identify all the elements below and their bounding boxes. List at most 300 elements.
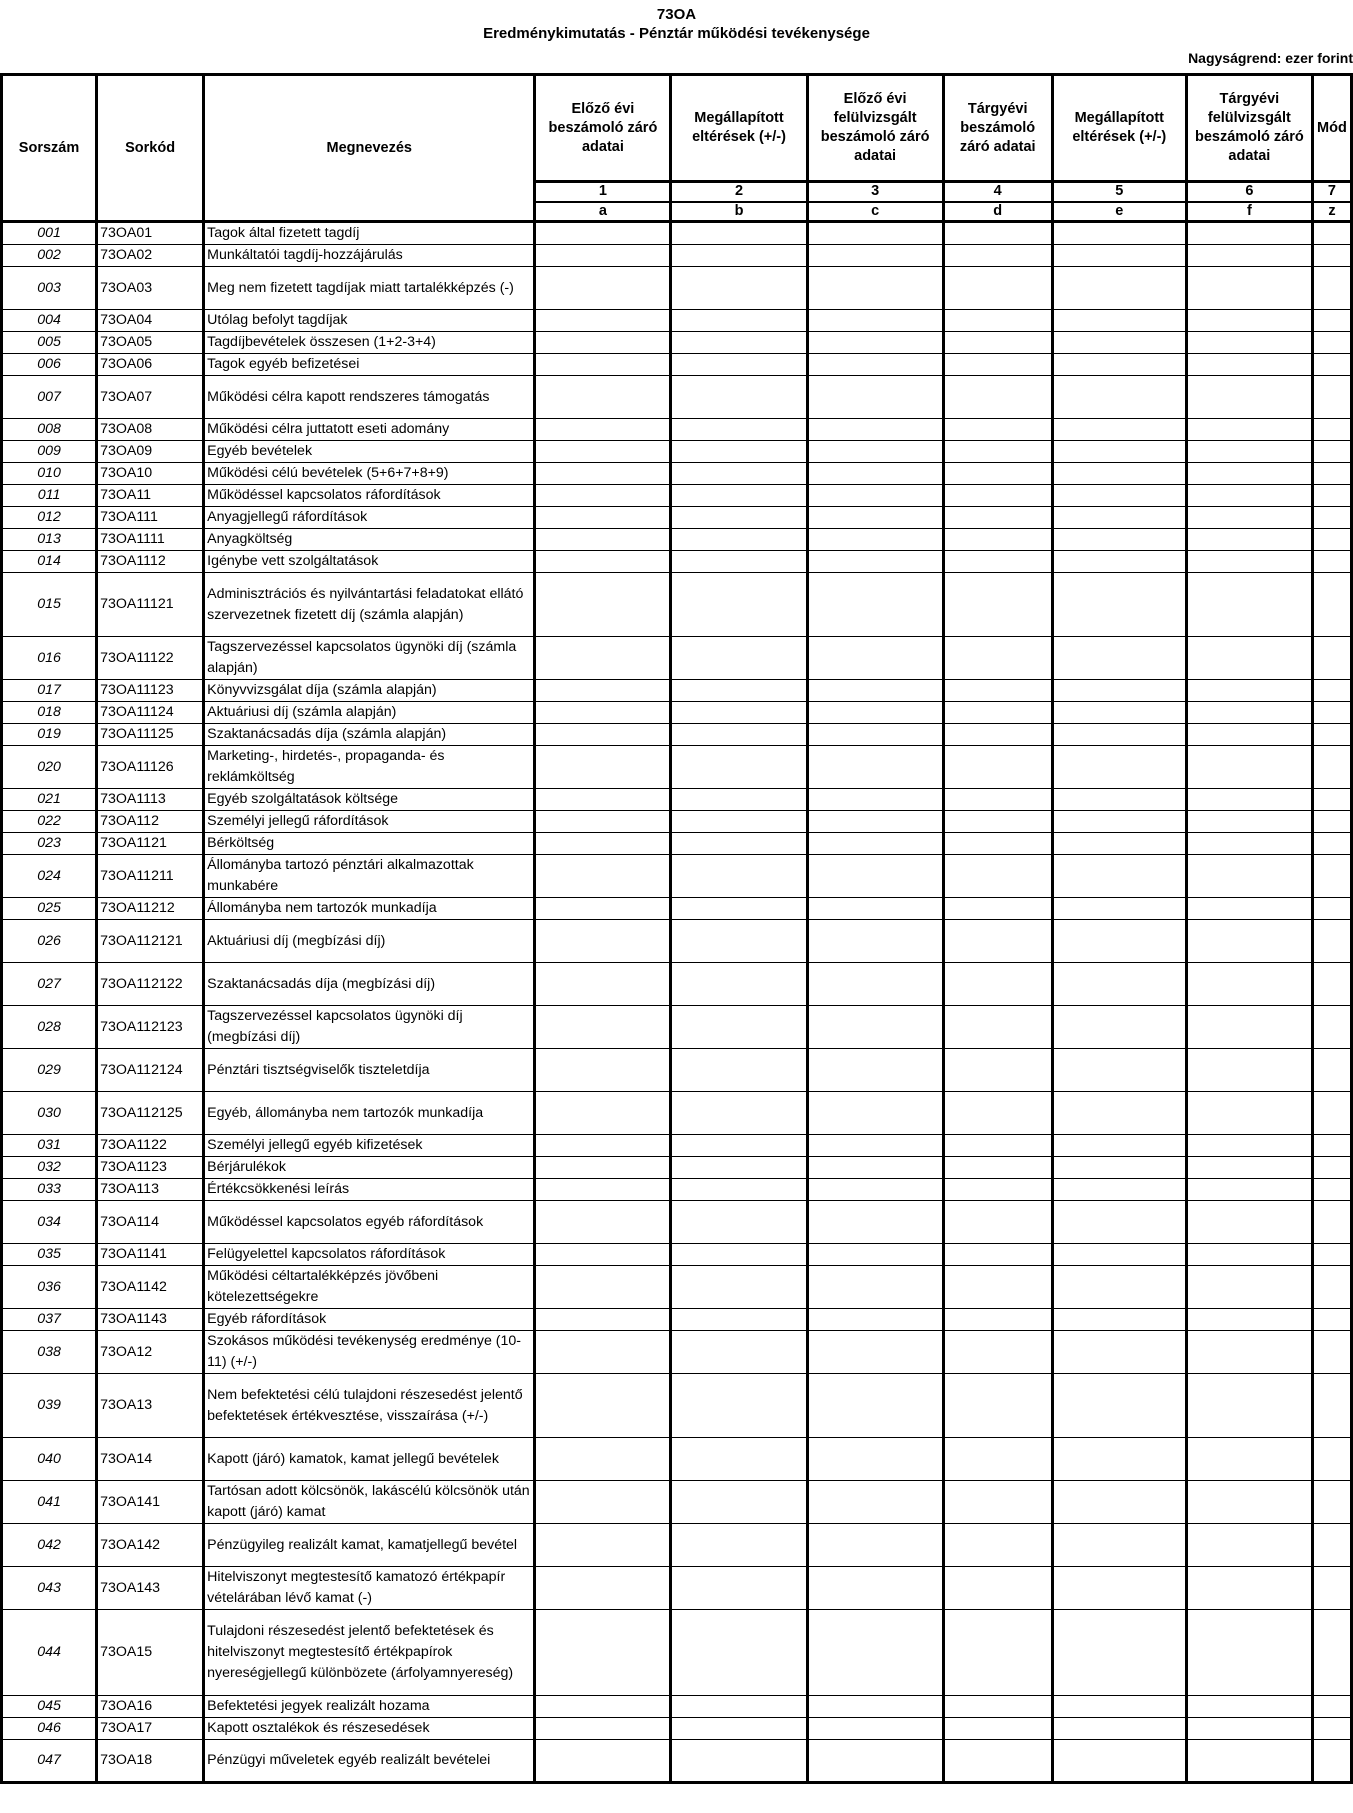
value-cell-col-2[interactable] bbox=[671, 898, 807, 920]
value-cell-col-2[interactable] bbox=[671, 1006, 807, 1049]
value-cell-col-1[interactable] bbox=[535, 920, 671, 963]
value-cell-col-2[interactable] bbox=[671, 419, 807, 441]
value-cell-col-7[interactable] bbox=[1312, 441, 1351, 463]
value-cell-col-5[interactable] bbox=[1052, 267, 1186, 310]
value-cell-col-5[interactable] bbox=[1052, 222, 1186, 245]
value-cell-col-1[interactable] bbox=[535, 855, 671, 898]
value-cell-col-3[interactable] bbox=[807, 1374, 943, 1438]
value-cell-col-4[interactable] bbox=[943, 441, 1052, 463]
value-cell-col-2[interactable] bbox=[671, 680, 807, 702]
value-cell-col-3[interactable] bbox=[807, 1524, 943, 1567]
value-cell-col-1[interactable] bbox=[535, 1092, 671, 1135]
value-cell-col-2[interactable] bbox=[671, 1244, 807, 1266]
value-cell-col-4[interactable] bbox=[943, 702, 1052, 724]
value-cell-col-1[interactable] bbox=[535, 551, 671, 573]
value-cell-col-5[interactable] bbox=[1052, 1438, 1186, 1481]
value-cell-col-1[interactable] bbox=[535, 1266, 671, 1309]
value-cell-col-1[interactable] bbox=[535, 680, 671, 702]
value-cell-col-2[interactable] bbox=[671, 1718, 807, 1740]
value-cell-col-4[interactable] bbox=[943, 1266, 1052, 1309]
value-cell-col-3[interactable] bbox=[807, 1179, 943, 1201]
value-cell-col-3[interactable] bbox=[807, 1049, 943, 1092]
value-cell-col-5[interactable] bbox=[1052, 529, 1186, 551]
value-cell-col-2[interactable] bbox=[671, 1610, 807, 1696]
value-cell-col-7[interactable] bbox=[1312, 1309, 1351, 1331]
value-cell-col-2[interactable] bbox=[671, 789, 807, 811]
value-cell-col-7[interactable] bbox=[1312, 376, 1351, 419]
value-cell-col-7[interactable] bbox=[1312, 811, 1351, 833]
value-cell-col-2[interactable] bbox=[671, 441, 807, 463]
value-cell-col-5[interactable] bbox=[1052, 789, 1186, 811]
value-cell-col-6[interactable] bbox=[1186, 1049, 1312, 1092]
value-cell-col-5[interactable] bbox=[1052, 419, 1186, 441]
value-cell-col-4[interactable] bbox=[943, 1309, 1052, 1331]
value-cell-col-2[interactable] bbox=[671, 1438, 807, 1481]
value-cell-col-3[interactable] bbox=[807, 332, 943, 354]
value-cell-col-6[interactable] bbox=[1186, 222, 1312, 245]
value-cell-col-1[interactable] bbox=[535, 1481, 671, 1524]
value-cell-col-2[interactable] bbox=[671, 245, 807, 267]
value-cell-col-4[interactable] bbox=[943, 222, 1052, 245]
value-cell-col-6[interactable] bbox=[1186, 1567, 1312, 1610]
value-cell-col-3[interactable] bbox=[807, 1567, 943, 1610]
value-cell-col-5[interactable] bbox=[1052, 1481, 1186, 1524]
value-cell-col-6[interactable] bbox=[1186, 1374, 1312, 1438]
value-cell-col-4[interactable] bbox=[943, 573, 1052, 637]
value-cell-col-4[interactable] bbox=[943, 507, 1052, 529]
value-cell-col-6[interactable] bbox=[1186, 507, 1312, 529]
value-cell-col-4[interactable] bbox=[943, 1374, 1052, 1438]
value-cell-col-4[interactable] bbox=[943, 789, 1052, 811]
value-cell-col-2[interactable] bbox=[671, 1696, 807, 1718]
value-cell-col-5[interactable] bbox=[1052, 1696, 1186, 1718]
value-cell-col-6[interactable] bbox=[1186, 1244, 1312, 1266]
value-cell-col-6[interactable] bbox=[1186, 811, 1312, 833]
value-cell-col-1[interactable] bbox=[535, 963, 671, 1006]
value-cell-col-2[interactable] bbox=[671, 1135, 807, 1157]
value-cell-col-1[interactable] bbox=[535, 1696, 671, 1718]
value-cell-col-3[interactable] bbox=[807, 441, 943, 463]
value-cell-col-4[interactable] bbox=[943, 637, 1052, 680]
value-cell-col-2[interactable] bbox=[671, 920, 807, 963]
value-cell-col-5[interactable] bbox=[1052, 376, 1186, 419]
value-cell-col-2[interactable] bbox=[671, 1481, 807, 1524]
value-cell-col-7[interactable] bbox=[1312, 573, 1351, 637]
value-cell-col-4[interactable] bbox=[943, 1135, 1052, 1157]
value-cell-col-6[interactable] bbox=[1186, 1135, 1312, 1157]
value-cell-col-6[interactable] bbox=[1186, 485, 1312, 507]
value-cell-col-5[interactable] bbox=[1052, 1309, 1186, 1331]
value-cell-col-2[interactable] bbox=[671, 267, 807, 310]
value-cell-col-6[interactable] bbox=[1186, 332, 1312, 354]
value-cell-col-4[interactable] bbox=[943, 963, 1052, 1006]
value-cell-col-3[interactable] bbox=[807, 573, 943, 637]
value-cell-col-4[interactable] bbox=[943, 529, 1052, 551]
value-cell-col-3[interactable] bbox=[807, 811, 943, 833]
value-cell-col-1[interactable] bbox=[535, 529, 671, 551]
value-cell-col-2[interactable] bbox=[671, 1201, 807, 1244]
value-cell-col-1[interactable] bbox=[535, 1524, 671, 1567]
value-cell-col-3[interactable] bbox=[807, 1696, 943, 1718]
value-cell-col-7[interactable] bbox=[1312, 222, 1351, 245]
value-cell-col-3[interactable] bbox=[807, 1309, 943, 1331]
value-cell-col-7[interactable] bbox=[1312, 1438, 1351, 1481]
value-cell-col-7[interactable] bbox=[1312, 1696, 1351, 1718]
value-cell-col-7[interactable] bbox=[1312, 267, 1351, 310]
value-cell-col-6[interactable] bbox=[1186, 1201, 1312, 1244]
value-cell-col-1[interactable] bbox=[535, 441, 671, 463]
value-cell-col-4[interactable] bbox=[943, 1524, 1052, 1567]
value-cell-col-6[interactable] bbox=[1186, 1696, 1312, 1718]
value-cell-col-6[interactable] bbox=[1186, 702, 1312, 724]
value-cell-col-2[interactable] bbox=[671, 1092, 807, 1135]
value-cell-col-5[interactable] bbox=[1052, 1374, 1186, 1438]
value-cell-col-2[interactable] bbox=[671, 354, 807, 376]
value-cell-col-4[interactable] bbox=[943, 485, 1052, 507]
value-cell-col-7[interactable] bbox=[1312, 1524, 1351, 1567]
value-cell-col-1[interactable] bbox=[535, 1740, 671, 1783]
value-cell-col-1[interactable] bbox=[535, 310, 671, 332]
value-cell-col-7[interactable] bbox=[1312, 1201, 1351, 1244]
value-cell-col-1[interactable] bbox=[535, 354, 671, 376]
value-cell-col-1[interactable] bbox=[535, 573, 671, 637]
value-cell-col-3[interactable] bbox=[807, 551, 943, 573]
value-cell-col-3[interactable] bbox=[807, 1610, 943, 1696]
value-cell-col-6[interactable] bbox=[1186, 1610, 1312, 1696]
value-cell-col-6[interactable] bbox=[1186, 463, 1312, 485]
value-cell-col-6[interactable] bbox=[1186, 1740, 1312, 1783]
value-cell-col-1[interactable] bbox=[535, 1438, 671, 1481]
value-cell-col-5[interactable] bbox=[1052, 920, 1186, 963]
value-cell-col-1[interactable] bbox=[535, 724, 671, 746]
value-cell-col-7[interactable] bbox=[1312, 855, 1351, 898]
value-cell-col-5[interactable] bbox=[1052, 551, 1186, 573]
value-cell-col-3[interactable] bbox=[807, 1438, 943, 1481]
value-cell-col-1[interactable] bbox=[535, 1610, 671, 1696]
value-cell-col-4[interactable] bbox=[943, 1567, 1052, 1610]
value-cell-col-6[interactable] bbox=[1186, 376, 1312, 419]
value-cell-col-1[interactable] bbox=[535, 746, 671, 789]
value-cell-col-7[interactable] bbox=[1312, 920, 1351, 963]
value-cell-col-3[interactable] bbox=[807, 1157, 943, 1179]
value-cell-col-4[interactable] bbox=[943, 267, 1052, 310]
value-cell-col-4[interactable] bbox=[943, 680, 1052, 702]
value-cell-col-1[interactable] bbox=[535, 507, 671, 529]
value-cell-col-4[interactable] bbox=[943, 1740, 1052, 1783]
value-cell-col-6[interactable] bbox=[1186, 529, 1312, 551]
value-cell-col-5[interactable] bbox=[1052, 507, 1186, 529]
value-cell-col-5[interactable] bbox=[1052, 1331, 1186, 1374]
value-cell-col-2[interactable] bbox=[671, 551, 807, 573]
value-cell-col-5[interactable] bbox=[1052, 702, 1186, 724]
value-cell-col-3[interactable] bbox=[807, 898, 943, 920]
value-cell-col-6[interactable] bbox=[1186, 1309, 1312, 1331]
value-cell-col-4[interactable] bbox=[943, 1718, 1052, 1740]
value-cell-col-2[interactable] bbox=[671, 1374, 807, 1438]
value-cell-col-7[interactable] bbox=[1312, 332, 1351, 354]
value-cell-col-1[interactable] bbox=[535, 1374, 671, 1438]
value-cell-col-6[interactable] bbox=[1186, 1524, 1312, 1567]
value-cell-col-7[interactable] bbox=[1312, 724, 1351, 746]
value-cell-col-5[interactable] bbox=[1052, 332, 1186, 354]
value-cell-col-1[interactable] bbox=[535, 1006, 671, 1049]
value-cell-col-4[interactable] bbox=[943, 332, 1052, 354]
value-cell-col-1[interactable] bbox=[535, 1309, 671, 1331]
value-cell-col-1[interactable] bbox=[535, 222, 671, 245]
value-cell-col-1[interactable] bbox=[535, 1244, 671, 1266]
value-cell-col-2[interactable] bbox=[671, 222, 807, 245]
value-cell-col-4[interactable] bbox=[943, 310, 1052, 332]
value-cell-col-6[interactable] bbox=[1186, 573, 1312, 637]
value-cell-col-3[interactable] bbox=[807, 1331, 943, 1374]
value-cell-col-2[interactable] bbox=[671, 1049, 807, 1092]
value-cell-col-7[interactable] bbox=[1312, 551, 1351, 573]
value-cell-col-5[interactable] bbox=[1052, 1135, 1186, 1157]
value-cell-col-7[interactable] bbox=[1312, 354, 1351, 376]
value-cell-col-4[interactable] bbox=[943, 920, 1052, 963]
value-cell-col-3[interactable] bbox=[807, 310, 943, 332]
value-cell-col-4[interactable] bbox=[943, 245, 1052, 267]
value-cell-col-3[interactable] bbox=[807, 746, 943, 789]
value-cell-col-5[interactable] bbox=[1052, 485, 1186, 507]
value-cell-col-5[interactable] bbox=[1052, 811, 1186, 833]
value-cell-col-7[interactable] bbox=[1312, 833, 1351, 855]
value-cell-col-3[interactable] bbox=[807, 267, 943, 310]
value-cell-col-7[interactable] bbox=[1312, 245, 1351, 267]
value-cell-col-1[interactable] bbox=[535, 376, 671, 419]
value-cell-col-2[interactable] bbox=[671, 1309, 807, 1331]
value-cell-col-7[interactable] bbox=[1312, 1374, 1351, 1438]
value-cell-col-4[interactable] bbox=[943, 1244, 1052, 1266]
value-cell-col-7[interactable] bbox=[1312, 529, 1351, 551]
value-cell-col-3[interactable] bbox=[807, 376, 943, 419]
value-cell-col-4[interactable] bbox=[943, 833, 1052, 855]
value-cell-col-7[interactable] bbox=[1312, 1049, 1351, 1092]
value-cell-col-6[interactable] bbox=[1186, 637, 1312, 680]
value-cell-col-4[interactable] bbox=[943, 1179, 1052, 1201]
value-cell-col-1[interactable] bbox=[535, 1201, 671, 1244]
value-cell-col-2[interactable] bbox=[671, 376, 807, 419]
value-cell-col-5[interactable] bbox=[1052, 1157, 1186, 1179]
value-cell-col-1[interactable] bbox=[535, 637, 671, 680]
value-cell-col-6[interactable] bbox=[1186, 680, 1312, 702]
value-cell-col-6[interactable] bbox=[1186, 267, 1312, 310]
value-cell-col-6[interactable] bbox=[1186, 1481, 1312, 1524]
value-cell-col-6[interactable] bbox=[1186, 1718, 1312, 1740]
value-cell-col-3[interactable] bbox=[807, 680, 943, 702]
value-cell-col-2[interactable] bbox=[671, 1157, 807, 1179]
value-cell-col-6[interactable] bbox=[1186, 855, 1312, 898]
value-cell-col-7[interactable] bbox=[1312, 485, 1351, 507]
value-cell-col-6[interactable] bbox=[1186, 746, 1312, 789]
value-cell-col-1[interactable] bbox=[535, 1179, 671, 1201]
value-cell-col-7[interactable] bbox=[1312, 1331, 1351, 1374]
value-cell-col-3[interactable] bbox=[807, 1135, 943, 1157]
value-cell-col-2[interactable] bbox=[671, 573, 807, 637]
value-cell-col-6[interactable] bbox=[1186, 419, 1312, 441]
value-cell-col-6[interactable] bbox=[1186, 1438, 1312, 1481]
value-cell-col-7[interactable] bbox=[1312, 680, 1351, 702]
value-cell-col-4[interactable] bbox=[943, 1481, 1052, 1524]
value-cell-col-2[interactable] bbox=[671, 1266, 807, 1309]
value-cell-col-3[interactable] bbox=[807, 1201, 943, 1244]
value-cell-col-3[interactable] bbox=[807, 833, 943, 855]
value-cell-col-6[interactable] bbox=[1186, 1157, 1312, 1179]
value-cell-col-2[interactable] bbox=[671, 1524, 807, 1567]
value-cell-col-1[interactable] bbox=[535, 1331, 671, 1374]
value-cell-col-7[interactable] bbox=[1312, 1740, 1351, 1783]
value-cell-col-3[interactable] bbox=[807, 637, 943, 680]
value-cell-col-4[interactable] bbox=[943, 1696, 1052, 1718]
value-cell-col-4[interactable] bbox=[943, 1610, 1052, 1696]
value-cell-col-7[interactable] bbox=[1312, 419, 1351, 441]
value-cell-col-1[interactable] bbox=[535, 811, 671, 833]
value-cell-col-7[interactable] bbox=[1312, 1092, 1351, 1135]
value-cell-col-6[interactable] bbox=[1186, 1179, 1312, 1201]
value-cell-col-4[interactable] bbox=[943, 811, 1052, 833]
value-cell-col-1[interactable] bbox=[535, 419, 671, 441]
value-cell-col-6[interactable] bbox=[1186, 920, 1312, 963]
value-cell-col-7[interactable] bbox=[1312, 963, 1351, 1006]
value-cell-col-3[interactable] bbox=[807, 507, 943, 529]
value-cell-col-6[interactable] bbox=[1186, 1092, 1312, 1135]
value-cell-col-3[interactable] bbox=[807, 1718, 943, 1740]
value-cell-col-1[interactable] bbox=[535, 1718, 671, 1740]
value-cell-col-6[interactable] bbox=[1186, 354, 1312, 376]
value-cell-col-5[interactable] bbox=[1052, 724, 1186, 746]
value-cell-col-1[interactable] bbox=[535, 1567, 671, 1610]
value-cell-col-2[interactable] bbox=[671, 310, 807, 332]
value-cell-col-7[interactable] bbox=[1312, 637, 1351, 680]
value-cell-col-7[interactable] bbox=[1312, 1135, 1351, 1157]
value-cell-col-5[interactable] bbox=[1052, 1524, 1186, 1567]
value-cell-col-5[interactable] bbox=[1052, 310, 1186, 332]
value-cell-col-2[interactable] bbox=[671, 485, 807, 507]
value-cell-col-7[interactable] bbox=[1312, 1179, 1351, 1201]
value-cell-col-2[interactable] bbox=[671, 463, 807, 485]
value-cell-col-5[interactable] bbox=[1052, 1244, 1186, 1266]
value-cell-col-2[interactable] bbox=[671, 1567, 807, 1610]
value-cell-col-1[interactable] bbox=[535, 898, 671, 920]
value-cell-col-3[interactable] bbox=[807, 963, 943, 1006]
value-cell-col-5[interactable] bbox=[1052, 898, 1186, 920]
value-cell-col-3[interactable] bbox=[807, 1481, 943, 1524]
value-cell-col-3[interactable] bbox=[807, 1092, 943, 1135]
value-cell-col-6[interactable] bbox=[1186, 789, 1312, 811]
value-cell-col-4[interactable] bbox=[943, 855, 1052, 898]
value-cell-col-5[interactable] bbox=[1052, 573, 1186, 637]
value-cell-col-5[interactable] bbox=[1052, 1006, 1186, 1049]
value-cell-col-6[interactable] bbox=[1186, 724, 1312, 746]
value-cell-col-6[interactable] bbox=[1186, 245, 1312, 267]
value-cell-col-4[interactable] bbox=[943, 551, 1052, 573]
value-cell-col-7[interactable] bbox=[1312, 1481, 1351, 1524]
value-cell-col-4[interactable] bbox=[943, 419, 1052, 441]
value-cell-col-2[interactable] bbox=[671, 855, 807, 898]
value-cell-col-4[interactable] bbox=[943, 1331, 1052, 1374]
value-cell-col-4[interactable] bbox=[943, 1201, 1052, 1244]
value-cell-col-6[interactable] bbox=[1186, 1266, 1312, 1309]
value-cell-col-7[interactable] bbox=[1312, 463, 1351, 485]
value-cell-col-5[interactable] bbox=[1052, 1567, 1186, 1610]
value-cell-col-4[interactable] bbox=[943, 1006, 1052, 1049]
value-cell-col-7[interactable] bbox=[1312, 1610, 1351, 1696]
value-cell-col-1[interactable] bbox=[535, 833, 671, 855]
value-cell-col-3[interactable] bbox=[807, 222, 943, 245]
value-cell-col-5[interactable] bbox=[1052, 746, 1186, 789]
value-cell-col-3[interactable] bbox=[807, 485, 943, 507]
value-cell-col-7[interactable] bbox=[1312, 702, 1351, 724]
value-cell-col-2[interactable] bbox=[671, 724, 807, 746]
value-cell-col-7[interactable] bbox=[1312, 1718, 1351, 1740]
value-cell-col-1[interactable] bbox=[535, 485, 671, 507]
value-cell-col-1[interactable] bbox=[535, 1049, 671, 1092]
value-cell-col-6[interactable] bbox=[1186, 441, 1312, 463]
value-cell-col-4[interactable] bbox=[943, 1049, 1052, 1092]
value-cell-col-3[interactable] bbox=[807, 920, 943, 963]
value-cell-col-2[interactable] bbox=[671, 529, 807, 551]
value-cell-col-5[interactable] bbox=[1052, 463, 1186, 485]
value-cell-col-5[interactable] bbox=[1052, 855, 1186, 898]
value-cell-col-5[interactable] bbox=[1052, 680, 1186, 702]
value-cell-col-7[interactable] bbox=[1312, 746, 1351, 789]
value-cell-col-4[interactable] bbox=[943, 746, 1052, 789]
value-cell-col-5[interactable] bbox=[1052, 354, 1186, 376]
value-cell-col-7[interactable] bbox=[1312, 1244, 1351, 1266]
value-cell-col-2[interactable] bbox=[671, 332, 807, 354]
value-cell-col-1[interactable] bbox=[535, 245, 671, 267]
value-cell-col-4[interactable] bbox=[943, 1157, 1052, 1179]
value-cell-col-6[interactable] bbox=[1186, 898, 1312, 920]
value-cell-col-1[interactable] bbox=[535, 789, 671, 811]
value-cell-col-5[interactable] bbox=[1052, 637, 1186, 680]
value-cell-col-3[interactable] bbox=[807, 529, 943, 551]
value-cell-col-3[interactable] bbox=[807, 724, 943, 746]
value-cell-col-7[interactable] bbox=[1312, 310, 1351, 332]
value-cell-col-4[interactable] bbox=[943, 1438, 1052, 1481]
value-cell-col-2[interactable] bbox=[671, 637, 807, 680]
value-cell-col-7[interactable] bbox=[1312, 1006, 1351, 1049]
value-cell-col-1[interactable] bbox=[535, 332, 671, 354]
value-cell-col-3[interactable] bbox=[807, 463, 943, 485]
value-cell-col-3[interactable] bbox=[807, 855, 943, 898]
value-cell-col-3[interactable] bbox=[807, 419, 943, 441]
value-cell-col-3[interactable] bbox=[807, 1006, 943, 1049]
value-cell-col-2[interactable] bbox=[671, 833, 807, 855]
value-cell-col-6[interactable] bbox=[1186, 551, 1312, 573]
value-cell-col-2[interactable] bbox=[671, 702, 807, 724]
value-cell-col-4[interactable] bbox=[943, 376, 1052, 419]
value-cell-col-3[interactable] bbox=[807, 702, 943, 724]
value-cell-col-3[interactable] bbox=[807, 1266, 943, 1309]
value-cell-col-3[interactable] bbox=[807, 354, 943, 376]
value-cell-col-3[interactable] bbox=[807, 1244, 943, 1266]
value-cell-col-3[interactable] bbox=[807, 245, 943, 267]
value-cell-col-6[interactable] bbox=[1186, 833, 1312, 855]
value-cell-col-2[interactable] bbox=[671, 507, 807, 529]
value-cell-col-1[interactable] bbox=[535, 1135, 671, 1157]
value-cell-col-4[interactable] bbox=[943, 1092, 1052, 1135]
value-cell-col-7[interactable] bbox=[1312, 1567, 1351, 1610]
value-cell-col-5[interactable] bbox=[1052, 1266, 1186, 1309]
value-cell-col-7[interactable] bbox=[1312, 898, 1351, 920]
value-cell-col-4[interactable] bbox=[943, 724, 1052, 746]
value-cell-col-1[interactable] bbox=[535, 702, 671, 724]
value-cell-col-2[interactable] bbox=[671, 1740, 807, 1783]
value-cell-col-5[interactable] bbox=[1052, 1610, 1186, 1696]
value-cell-col-2[interactable] bbox=[671, 963, 807, 1006]
value-cell-col-1[interactable] bbox=[535, 1157, 671, 1179]
